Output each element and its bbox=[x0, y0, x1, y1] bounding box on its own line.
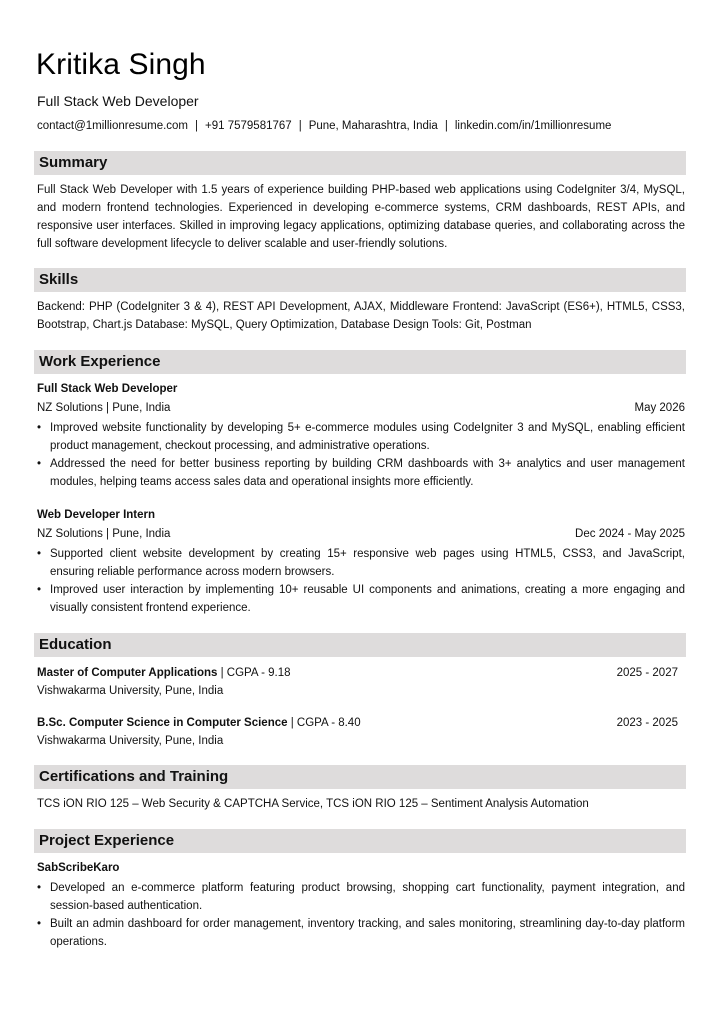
education-school: Vishwakarma University, Pune, India bbox=[37, 735, 224, 747]
job-entry bbox=[37, 506, 685, 617]
certifications-text: TCS iON RIO 125 – Web Security & CAPTCHA Service, TCS iON RIO 125 – Sentiment Analysis Automation bbox=[37, 798, 589, 810]
project-entry bbox=[37, 859, 685, 951]
job-bullets bbox=[37, 419, 685, 491]
job-date: Dec 2024 - May 2025 bbox=[575, 528, 685, 540]
job-organization: NZ Solutions | Pune, India bbox=[37, 528, 171, 540]
job-title: Web Developer Intern bbox=[37, 509, 156, 521]
job-entry bbox=[37, 380, 685, 491]
education-degree-line bbox=[37, 664, 291, 682]
job-organization: NZ Solutions | Pune, India bbox=[37, 402, 171, 414]
section-heading-summary: Summary bbox=[34, 151, 686, 175]
job-bullets bbox=[37, 545, 685, 617]
job-bullet: • Supported client website development by creating 15+ responsive web pages using HTML5, CSS3, and JavaScript, ensuring reliable performance across modern browsers. bbox=[50, 545, 685, 581]
job-title: Full Stack Web Developer bbox=[37, 383, 178, 395]
contact-line bbox=[37, 120, 611, 132]
job-bullet: • Improved website functionality by developing 5+ e-commerce modules using CodeIgniter 3 and MySQL, enabling efficient product management, checkout processing, and administrative operations. bbox=[50, 419, 685, 455]
contact-email[interactable]: contact@1millionresume.com bbox=[37, 120, 189, 132]
section-heading-skills: Skills bbox=[34, 268, 686, 292]
education-entry bbox=[37, 664, 678, 700]
contact-location: Pune, Maharashtra, India bbox=[308, 120, 438, 132]
candidate-title: Full Stack Web Developer bbox=[37, 93, 199, 109]
education-dates: 2023 - 2025 bbox=[616, 717, 678, 729]
education-entry bbox=[37, 714, 678, 750]
project-bullet: • Built an admin dashboard for order management, inventory tracking, and sales monitoring, streamlining day-to-day platform operations. bbox=[50, 915, 685, 951]
education-school: Vishwakarma University, Pune, India bbox=[37, 685, 224, 697]
summary-text: Full Stack Web Developer with 1.5 years of experience building PHP-based web applications using CodeIgniter 3/4, MySQL, and modern frontend technologies. Experienced in developing e-commerce systems, CRM dashboards, REST APIs, and responsive user interfaces. Skilled in improving legacy applications, optimizing database queries, and collaborating across the full software development lifecycle to deliver scalable and user-friendly solutions. bbox=[37, 184, 685, 250]
education-grade: | CGPA - 8.40 bbox=[287, 717, 361, 729]
section-heading-projects: Project Experience bbox=[34, 829, 686, 853]
education-degree: Master of Computer Applications bbox=[37, 667, 218, 679]
project-bullets bbox=[37, 879, 685, 951]
skills-text: Backend: PHP (CodeIgniter 3 & 4), REST API Development, AJAX, Middleware Frontend: JavaScript (ES6+), HTML5, CSS3, Bootstrap, Chart.js Database: MySQL, Query Optimization, Database Design Tools: Git, Postman bbox=[37, 301, 685, 331]
job-meta-row bbox=[37, 525, 685, 543]
job-bullet: • Addressed the need for better business reporting by building CRM dashboards with 3+ analytics and user management modules, helping teams access sales data and operational insights more efficiently. bbox=[50, 455, 685, 491]
contact-phone[interactable]: +91 7579581767 bbox=[205, 120, 292, 132]
job-meta-row bbox=[37, 399, 685, 417]
candidate-name: Kritika Singh bbox=[36, 48, 206, 81]
education-grade: | CGPA - 9.18 bbox=[217, 667, 291, 679]
section-heading-work-experience: Work Experience bbox=[34, 350, 686, 374]
project-bullet: • Developed an e-commerce platform featuring product browsing, shopping cart functionality, payment integration, and session-based authentication. bbox=[50, 879, 685, 915]
contact-separator: | bbox=[444, 120, 448, 132]
contact-separator: | bbox=[195, 120, 199, 132]
contact-separator: | bbox=[298, 120, 302, 132]
section-heading-education: Education bbox=[34, 633, 686, 657]
education-degree-line bbox=[37, 714, 361, 732]
education-dates: 2025 - 2027 bbox=[616, 667, 678, 679]
education-degree: B.Sc. Computer Science in Computer Science bbox=[37, 717, 288, 729]
project-name: SabScribeKaro bbox=[37, 862, 120, 874]
contact-linkedin[interactable]: linkedin.com/in/1millionresume bbox=[454, 120, 612, 132]
job-bullet: • Improved user interaction by implementing 10+ reusable UI components and animations, creating a more engaging and visually consistent frontend experience. bbox=[50, 581, 685, 617]
education-row bbox=[37, 714, 678, 732]
job-date: May 2026 bbox=[634, 402, 685, 414]
education-row bbox=[37, 664, 678, 682]
section-heading-certifications: Certifications and Training bbox=[34, 765, 686, 789]
